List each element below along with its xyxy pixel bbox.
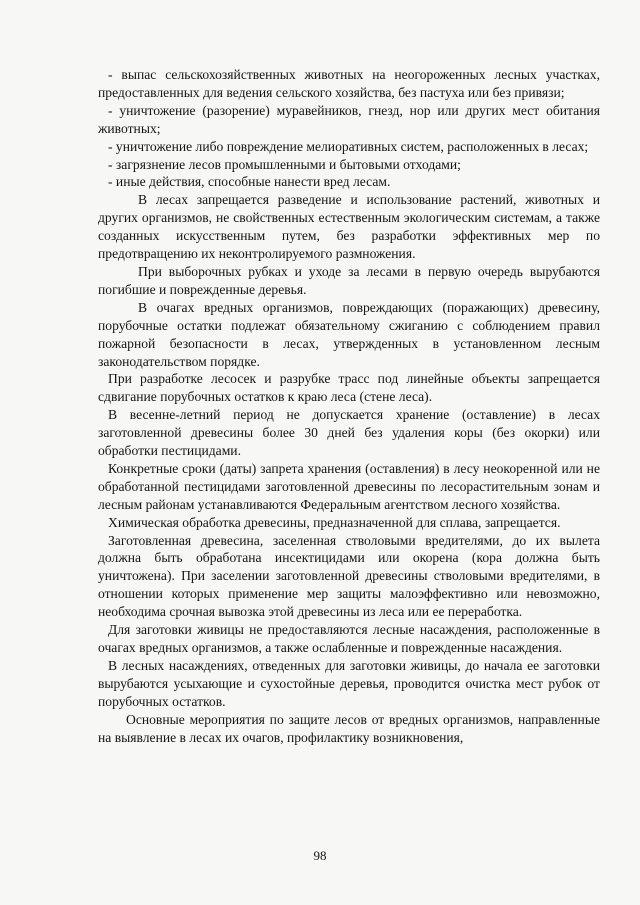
- list-item-other-actions: - иные действия, способные нанести вред лесам.: [108, 174, 391, 190]
- paragraph-storage-dates: Конкретные сроки (даты) запрета хранения (оставления) в лесу неокоренной или не обработанной пестицидами заготовленной древесины по лесорастительным зонам и лесным районам устанавливаются Федеральным агентством лесного хозяйства.: [98, 460, 600, 512]
- list-item-grazing: - выпас сельскохозяйственных животных на неогороженных лесных участках, предоставленных для ведения сельского хозяйства, без пастуха или без привязи;: [98, 67, 600, 100]
- paragraph-pest-centers: В очагах вредных организмов, повреждающих (поражающих) древесину, порубочные остатки подлежат обязательному сжиганию с соблюдением правил пожарной безопасности в лесах, утвержденных в установленном лесным законодательством порядке.: [98, 299, 600, 369]
- list-item-anthills: - уничтожение (разорение) муравейников, гнезд, нор или других мест обитания животных;: [98, 102, 600, 136]
- paragraph-resin-stands: Для заготовки живицы не предоставляются лесные насаждения, расположенные в очагах вредных организмов, а также ослабленные и поврежденные насаждения.: [98, 622, 600, 655]
- paragraph-alien-species: В лесах запрещается разведение и использование растений, животных и других организмов, не свойственных естественным экологическим системам, а также созданных искусственным путем, без разработки эффективных мер по предотвращению их неконтролируемого размножения.: [98, 192, 600, 262]
- paragraph-main-measures: Основные мероприятия по защите лесов от вредных организмов, направленные на выявление в лесах их очагов, профилактику возникновения,: [98, 711, 600, 745]
- document-body: [98, 66, 600, 746]
- paragraph-resin-preparation: В лесных насаждениях, отведенных для заготовки живицы, до начала ее заготовки вырубаются усыхающие и сухостойные деревья, проводится очистка мест рубок от порубочных остатков.: [98, 657, 600, 709]
- paragraph-chemical-treatment: Химическая обработка древесины, предназначенной для сплава, запрещается.: [108, 514, 561, 530]
- paragraph-logging-residues: При разработке лесосек и разрубке трасс под линейные объекты запрещается сдвигание порубочных остатков к краю леса (стене леса).: [98, 371, 600, 405]
- paragraph-stem-pests: Заготовленная древесина, заселенная стволовыми вредителями, до их вылета должна быть обработана инсектицидами или окорена (кора должна быть уничтожена). При заселении заготовленной древесины стволовыми вредителями, в отношении которых применение мер защиты малоэффективно или невозможно, необходима срочная вывозка этой древесины из леса или ее переработка.: [98, 532, 600, 620]
- paragraph-storage-period: В весенне-летний период не допускается хранение (оставление) в лесах заготовленной древесины более 30 дней без удаления коры (без окорки) или обработки пестицидами.: [98, 407, 600, 459]
- page-number: 98: [313, 848, 327, 863]
- list-item-pollution: - загрязнение лесов промышленными и бытовыми отходами;: [108, 156, 461, 172]
- list-item-melioration: - уничтожение либо повреждение мелиоративных систем, расположенных в лесах;: [108, 138, 589, 154]
- paragraph-selective-felling: При выборочных рубках и уходе за лесами в первую очередь вырубаются погибшие и поврежденные деревья.: [98, 263, 600, 297]
